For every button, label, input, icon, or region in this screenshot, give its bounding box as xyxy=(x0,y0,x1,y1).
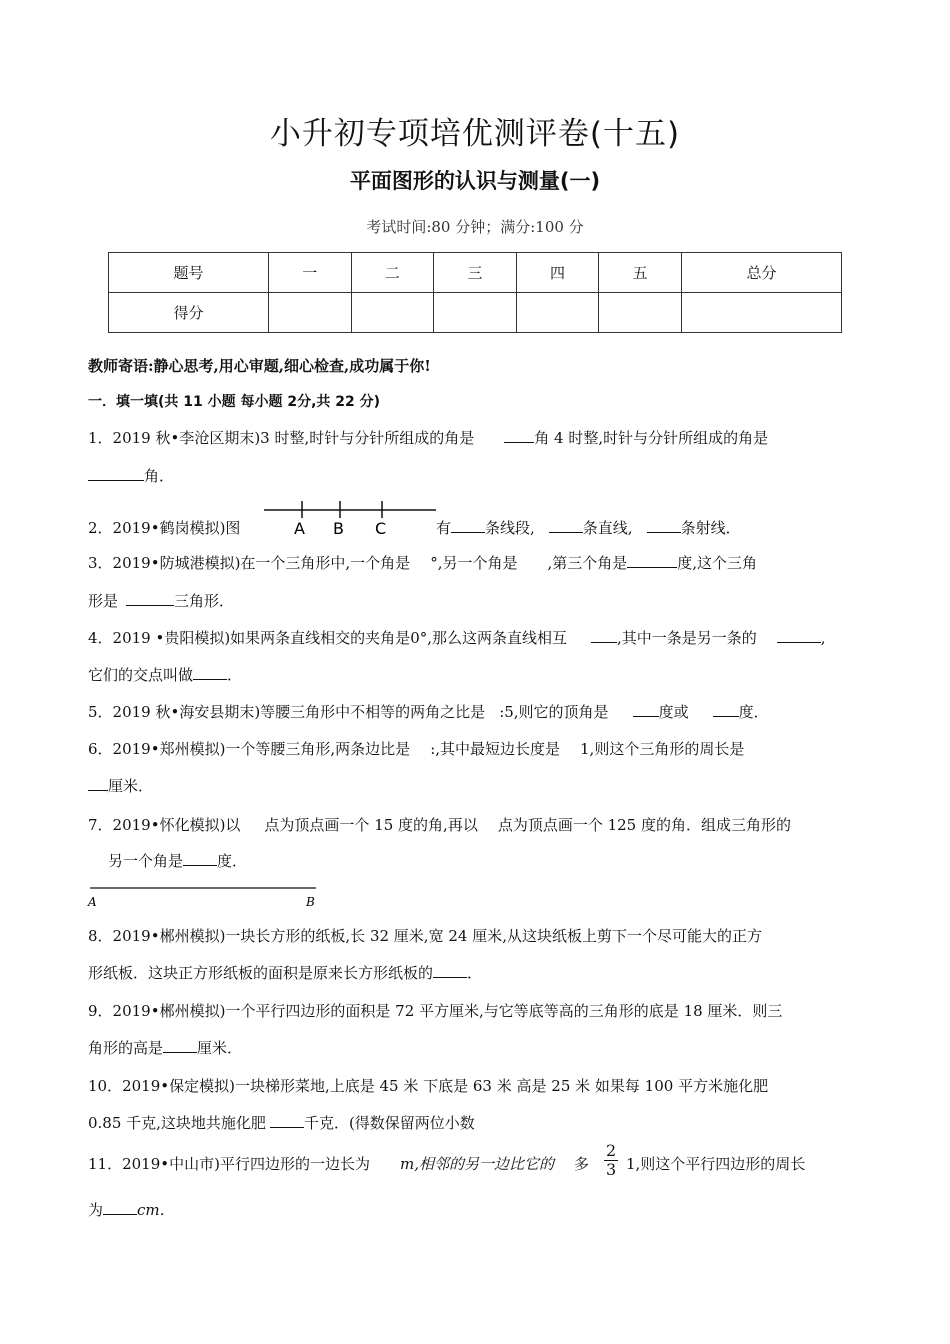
question-6: 6．2019•郑州模拟)一个等腰三角形,两条边比是 :,其中最短边长度是 1,则这个三角形的周长是 xyxy=(88,740,745,758)
fraction-numerator: 2 xyxy=(606,1141,617,1160)
question-8-cont: 形纸板．这块正方形纸板的面积是原来长方形纸板的 ． xyxy=(88,964,483,982)
answer-blank[interactable] xyxy=(647,518,681,533)
question-11: 11．2019•中山市)平行四边形的一边长为 m,相邻的另一边比它的 多 xyxy=(88,1155,589,1173)
score-cell: 总分 xyxy=(681,253,841,293)
score-blank-cell[interactable] xyxy=(434,293,517,333)
score-table-score-row xyxy=(109,293,842,333)
answer-blank[interactable] xyxy=(549,518,583,533)
answer-blank[interactable] xyxy=(88,466,144,481)
question-11-mid: 1,则这个平行四边形的周长 xyxy=(626,1155,806,1173)
line-figure-abc xyxy=(262,498,440,538)
answer-blank[interactable] xyxy=(103,1200,137,1215)
score-cell: 五 xyxy=(599,253,682,293)
question-7-cont: 另一个角是 度． xyxy=(108,852,248,870)
question-2-cont: 有 条线段, 条直线, 条射线． xyxy=(436,519,741,537)
point-label-b: B xyxy=(306,895,315,909)
score-blank-cell[interactable] xyxy=(599,293,682,333)
question-11-cont: 为 cm． xyxy=(88,1201,175,1219)
answer-blank[interactable] xyxy=(633,702,659,717)
answer-blank[interactable] xyxy=(777,628,821,643)
score-blank-cell[interactable] xyxy=(516,293,599,333)
answer-blank[interactable] xyxy=(88,776,108,791)
question-5: 5．2019 秋•海安县期末)等腰三角形中不相等的两角之比是 :5,则它的顶角是 度或 度． xyxy=(88,703,769,721)
score-cell: 四 xyxy=(516,253,599,293)
point-label-a: A xyxy=(88,895,97,909)
question-1-cont: 角． xyxy=(88,466,174,486)
answer-blank[interactable] xyxy=(163,1038,197,1053)
score-cell: 一 xyxy=(268,253,351,293)
answer-blank[interactable] xyxy=(193,665,227,680)
answer-blank[interactable] xyxy=(433,963,467,978)
answer-blank[interactable] xyxy=(270,1113,304,1128)
question-4-cont: 它们的交点叫做 ． xyxy=(88,666,243,684)
question-8: 8．2019•郴州模拟)一块长方形的纸板,长 32 厘米,宽 24 厘米,从这块纸板上剪下一个尽可能大的正方 xyxy=(88,927,762,945)
score-table-header-row xyxy=(109,253,842,293)
answer-blank[interactable] xyxy=(183,851,217,866)
score-blank-cell[interactable] xyxy=(351,293,434,333)
page-title: 小升初专项培优测评卷(十五) xyxy=(269,116,681,152)
answer-blank[interactable] xyxy=(451,518,485,533)
answer-blank[interactable] xyxy=(627,553,677,568)
question-6-cont: 厘米． xyxy=(88,776,153,796)
score-row-label: 得分 xyxy=(109,293,269,333)
answer-blank[interactable] xyxy=(504,428,534,443)
score-cell: 二 xyxy=(351,253,434,293)
score-cell: 题号 xyxy=(109,253,269,293)
question-10-cont: 0.85 千克,这块地共施化肥 千克．(得数保留两位小数 xyxy=(88,1114,475,1132)
point-label-a: A xyxy=(294,519,305,538)
answer-blank[interactable] xyxy=(126,591,174,606)
page-subtitle: 平面图形的认识与测量(一) xyxy=(349,169,601,193)
point-label-b: B xyxy=(333,519,344,538)
question-1: 1．2019 秋•李沧区期末)3 时整,时针与分针所组成的角是 角 4 时整,时针与分针所组成的角是 xyxy=(88,429,769,447)
score-cell: 三 xyxy=(434,253,517,293)
answer-blank[interactable] xyxy=(591,628,617,643)
fraction-two-thirds xyxy=(604,1142,618,1179)
section-heading: 一．填一填(共 11 小题 每小题 2分,共 22 分) xyxy=(88,394,381,410)
exam-info: 考试时间:80 分钟；满分:100 分 xyxy=(366,218,584,236)
point-label-c: C xyxy=(375,519,387,538)
answer-blank[interactable] xyxy=(713,702,739,717)
question-4: 4．2019 •贵阳模拟)如果两条直线相交的夹角是0°,那么这两条直线相互 ,其中一条是另一条的 , xyxy=(88,629,826,647)
segment-figure-ab xyxy=(84,880,324,910)
teacher-note: 教师寄语:静心思考,用心审题,细心检查,成功属于你! xyxy=(88,357,431,375)
question-9: 9．2019•郴州模拟)一个平行四边形的面积是 72 平方厘米,与它等底等高的三角形的底是 18 厘米．则三 xyxy=(88,1002,783,1020)
question-3: 3．2019•防城港模拟)在一个三角形中,一个角是 °,另一个角是 ,第三个角是 度,这个三角 xyxy=(88,554,758,572)
question-3-cont: 形是 三角形． xyxy=(88,592,235,610)
question-9-cont: 角形的高是 厘米． xyxy=(88,1039,243,1057)
score-blank-cell[interactable] xyxy=(681,293,841,333)
score-blank-cell[interactable] xyxy=(268,293,351,333)
question-10: 10．2019•保定模拟)一块梯形菜地,上底是 45 米 下底是 63 米 高是 25 米 如果每 100 平方米施化肥 xyxy=(88,1077,769,1095)
fraction-denominator: 3 xyxy=(606,1160,617,1179)
question-2: 2．2019•鹤岗模拟)图 xyxy=(88,519,241,537)
question-7: 7．2019•怀化模拟)以 点为顶点画一个 15 度的角,再以 点为顶点画一个 125 度的角．组成三角形的 xyxy=(88,816,791,834)
score-table xyxy=(108,252,842,333)
